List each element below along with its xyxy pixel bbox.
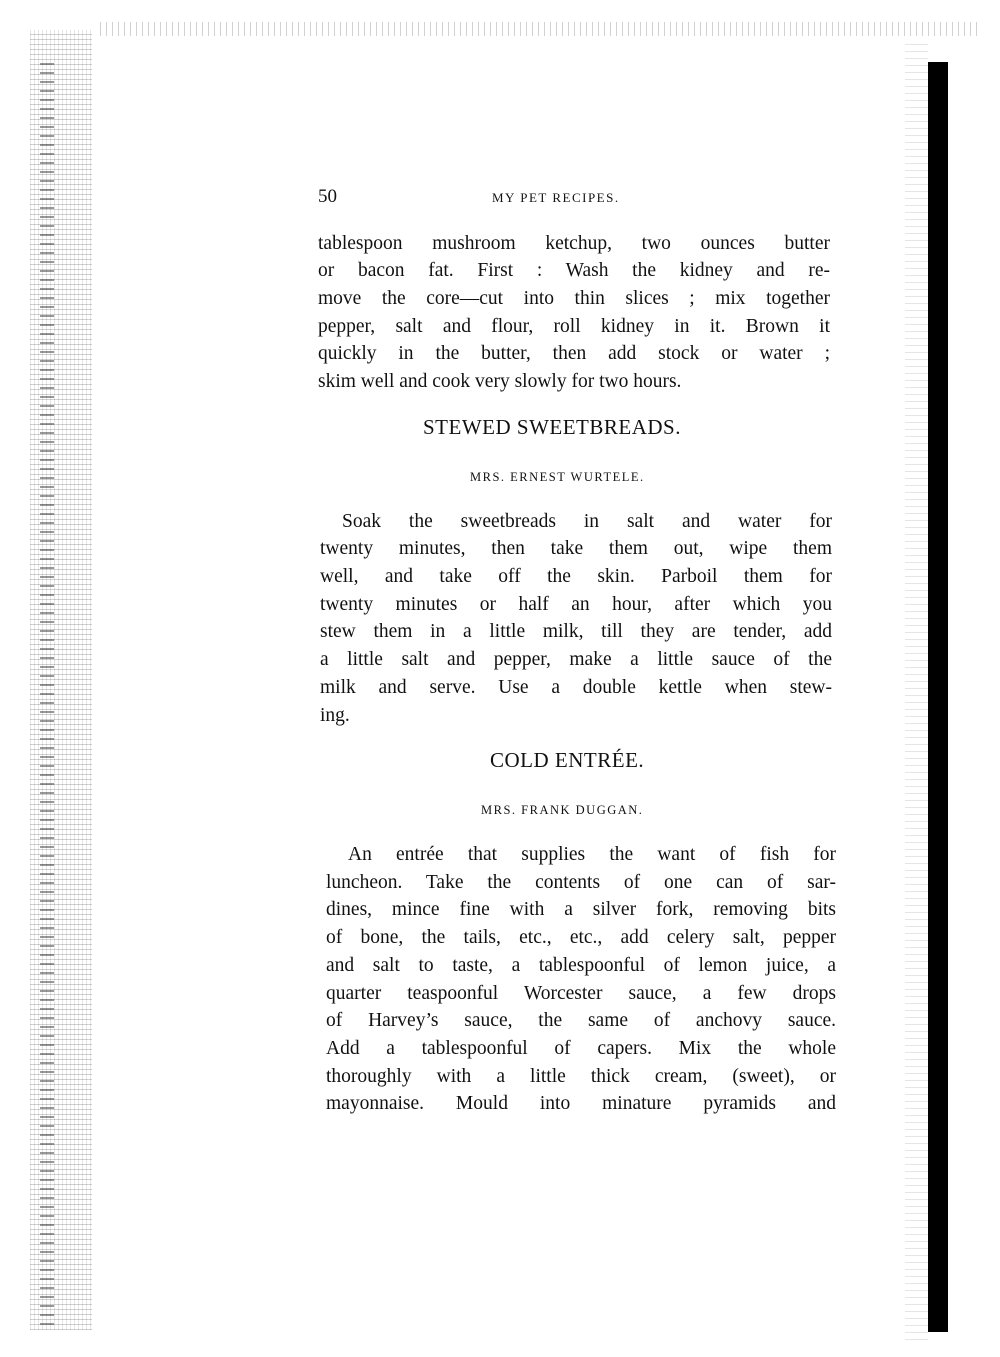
text-line: well, and take off the skin. Parboil them for [320,566,832,587]
text-line: quarter teaspoonful Worcester sauce, a few drops [326,983,836,1004]
text-line: Add a tablespoonful of capers. Mix the whole [326,1038,836,1059]
text-line: a little salt and pepper, make a little sauce of the [320,649,832,670]
text-line: ing. [320,705,350,726]
recipe-author: MRS. FRANK DUGGAN. [481,803,644,817]
recipe-title: COLD ENTRÉE. [490,748,645,772]
text-line: dines, mince fine with a silver fork, removing bits [326,899,836,920]
text-line: and salt to taste, a tablespoonful of lemon juice, a [326,955,836,976]
text-line: or bacon fat. First : Wash the kidney and re- [318,260,830,281]
text-line: luncheon. Take the contents of one can of sar- [326,872,836,893]
recipe-title: STEWED SWEETBREADS. [423,415,681,439]
text-line: move the core—cut into thin slices ; mix together [318,288,830,309]
text-line: twenty minutes or half an hour, after which you [320,594,832,615]
text-line: skim well and cook very slowly for two hours. [318,371,682,392]
text-line: Soak the sweetbreads in salt and water for [342,511,832,532]
right-page-shade [905,40,928,1340]
text-line: tablespoon mushroom ketchup, two ounces butter [318,233,830,254]
text-line: mayonnaise. Mould into minature pyramids and [326,1093,836,1114]
binding-stitches [40,60,54,1325]
text-line: thoroughly with a little thick cream, (sweet), or [326,1066,836,1087]
text-line: twenty minutes, then take them out, wipe them [320,538,832,559]
page-number: 50 [318,186,337,207]
text-line: milk and serve. Use a double kettle when stew- [320,677,832,698]
recipe-author: MRS. ERNEST WURTELE. [470,470,645,484]
text-line: An entrée that supplies the want of fish for [348,844,836,865]
page-header [318,186,658,210]
text-line: quickly in the butter, then add stock or water ; [318,343,830,364]
top-page-edge [100,22,980,36]
text-line: pepper, salt and flour, roll kidney in it. Brown it [318,316,830,337]
text-line: of Harvey’s sauce, the same of anchovy sauce. [326,1010,836,1031]
running-head: MY PET RECIPES. [492,190,620,205]
text-line: stew them in a little milk, till they are tender, add [320,621,832,642]
right-page-edge [928,62,948,1332]
text-line: of bone, the tails, etc., etc., add celery salt, pepper [326,927,836,948]
